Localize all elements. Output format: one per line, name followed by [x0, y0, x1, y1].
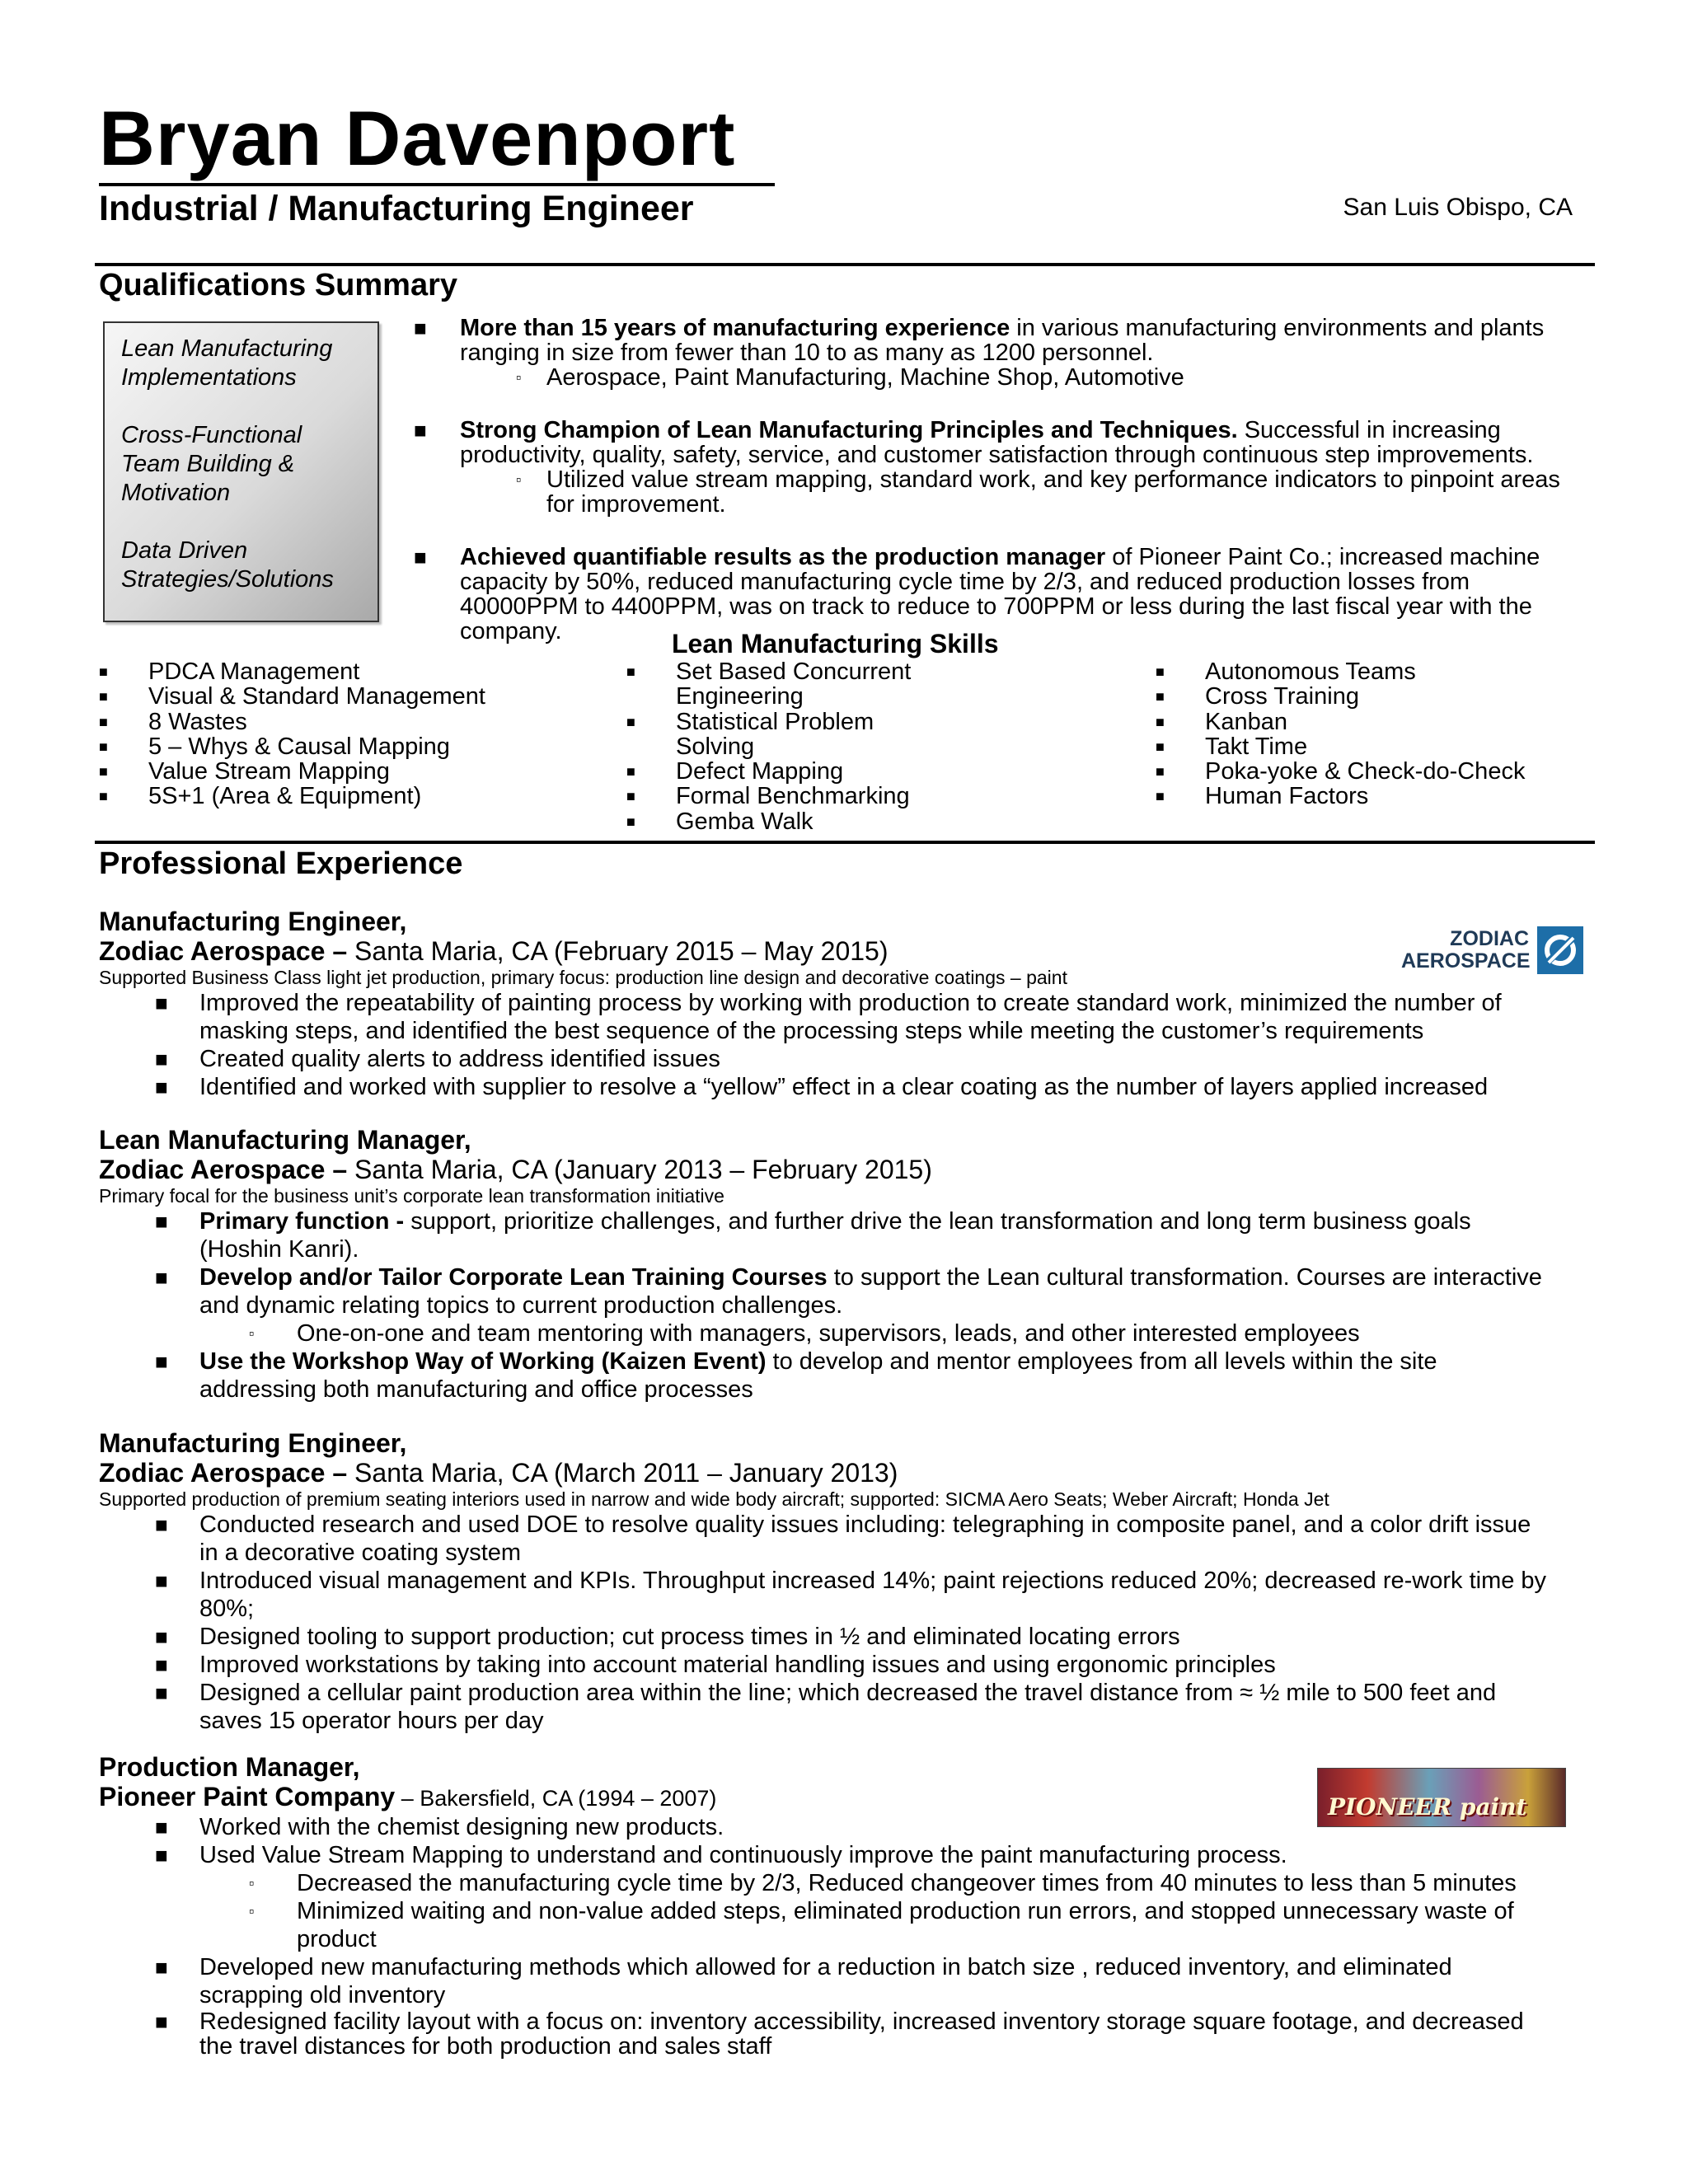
bullet-hollow-square-icon: ▫	[249, 1325, 255, 1342]
job-bullet	[99, 1045, 1550, 1073]
skill-item	[1156, 734, 1584, 759]
company-name: Pioneer Paint Company	[99, 1782, 396, 1811]
bullet-bold: Primary function -	[199, 1208, 405, 1235]
skill-item	[626, 659, 956, 710]
pioneer-logo-text: PIONEER paint	[1328, 1793, 1527, 1821]
bullet-square-icon: ■	[155, 1512, 168, 1537]
qualification-subitem	[460, 365, 1591, 390]
job-summary: Supported production of premium seating interiors used in narrow and wide body aircraft; supported: SICMA Aero Seats; Weber Aircraft; Honda Jet	[99, 1488, 1329, 1510]
skill-item	[99, 710, 593, 734]
job-entry	[99, 1125, 1599, 1404]
subbullet-text: One-on-one and team mentoring with managers, supervisors, leads, and other interested employees	[297, 1320, 1360, 1347]
job-entry	[99, 907, 1599, 1101]
subbullet-text: Minimized waiting and non-value added steps, eliminated production run errors, and stopped unnecessary waste of product	[297, 1898, 1514, 1952]
skill-label: Defect Mapping	[676, 758, 844, 785]
skill-label: Set Based Concurrent Engineering	[676, 658, 912, 710]
bullet-square-icon: ■	[155, 1652, 168, 1677]
qualification-text: in various manufacturing environments and plants ranging in size from fewer than 10 to as many as 1200 personnel.	[460, 315, 1545, 366]
skill-item	[99, 659, 593, 684]
skill-item	[1156, 784, 1584, 808]
bullet-square-icon: ■	[1156, 713, 1165, 730]
job-company-line	[99, 1458, 1599, 1488]
bullet-square-icon: ■	[155, 1075, 168, 1099]
qualification-text: of Pioneer Paint Co.; increased machine capacity by 50%, reduced manufacturing cycle time by 2/3, and reduced production losses from 40000PPM to 4400PPM, was on track to reduce to 700PPM or less during the last fiscal year with the company.	[460, 544, 1540, 644]
job-bullet	[99, 1073, 1550, 1101]
bullet-text: Designed tooling to support production; cut process times in ½ and eliminated locating errors	[199, 1624, 1180, 1650]
highlights-box	[103, 321, 379, 622]
skill-label: 8 Wastes	[148, 708, 247, 735]
skill-item	[626, 710, 956, 760]
bullet-text: Developed new manufacturing methods which allowed for a reduction in batch size , reduced inventory, and eliminated scrapping old inventory	[199, 1954, 1452, 2008]
bullet-square-icon: ■	[155, 1265, 168, 1290]
bullet-square-icon: ■	[414, 316, 427, 340]
bullet-square-icon: ■	[155, 1349, 168, 1374]
location-dates: Santa Maria, CA (February 2015 – May 2015)	[347, 936, 889, 966]
skill-label: Cross Training	[1205, 683, 1359, 710]
company-name: Zodiac Aerospace –	[99, 936, 348, 966]
bullet-square-icon: ■	[99, 663, 108, 680]
skill-item	[99, 734, 593, 759]
job-entry	[99, 1752, 1599, 2059]
bullet-text: Worked with the chemist designing new products.	[199, 1814, 724, 1840]
bullet-square-icon: ■	[1156, 738, 1165, 755]
bullet-text: to support the Lean cultural transformation. Courses are interactive and dynamic relating topics to current production challenges.	[199, 1264, 1542, 1319]
skill-item	[626, 759, 956, 784]
bullet-text: Improved the repeatability of painting process by working with production to create standard work, minimized the number of masking steps, and identified the best sequence of the processing steps while meeting the customer’s requirements	[199, 990, 1502, 1044]
bullet-square-icon: ■	[155, 2009, 168, 2034]
skill-item	[1156, 659, 1584, 684]
company-name: Zodiac Aerospace –	[99, 1155, 348, 1184]
job-role: Production Manager,	[99, 1752, 360, 1782]
skill-label: 5S+1 (Area & Equipment)	[148, 783, 422, 810]
bullet-square-icon: ■	[155, 991, 168, 1015]
skill-item	[99, 759, 593, 784]
job-bullet	[99, 1347, 1550, 1404]
highlight-item: Data Driven Strategies/Solutions	[121, 537, 334, 593]
company-name: Zodiac Aerospace –	[99, 1458, 348, 1488]
location-dates: Santa Maria, CA (January 2013 – February 2015)	[347, 1155, 932, 1184]
skill-label: Visual & Standard Management	[148, 683, 485, 710]
bullet-text: support, prioritize challenges, and further drive the lean transformation and long term business goals (Hoshin Kanri).	[199, 1208, 1471, 1263]
job-bullet	[99, 989, 1550, 1045]
skills-column-1	[99, 659, 593, 809]
skill-label: 5 – Whys & Causal Mapping	[148, 733, 450, 760]
bullet-text: Improved workstations by taking into account material handling issues and using ergonomic principles	[199, 1652, 1276, 1678]
bullet-square-icon: ■	[1156, 688, 1165, 705]
job-bullet	[99, 1623, 1550, 1651]
skill-item	[1156, 710, 1584, 734]
bullet-text: Created quality alerts to address identified issues	[199, 1046, 720, 1072]
bullet-square-icon: ■	[414, 418, 427, 443]
skill-label: Takt Time	[1205, 733, 1308, 760]
highlight-item: Cross-Functional Team Building & Motivation	[121, 422, 302, 506]
job-subbullet	[99, 1897, 1574, 1953]
candidate-name: Bryan Davenport	[99, 97, 775, 186]
qualification-text: Successful in increasing productivity, quality, safety, service, and customer satisfaction through continuous step improvements.	[460, 417, 1534, 468]
location-dates: Santa Maria, CA (March 2011 – January 2013)	[347, 1458, 898, 1488]
skill-item	[1156, 684, 1584, 709]
bullet-square-icon: ■	[1156, 788, 1165, 805]
bullet-text: Designed a cellular paint production area within the line; which decreased the travel distance from ≈ ½ mile to 500 feet and saves 15 operator hours per day	[199, 1680, 1497, 1734]
job-bullet	[99, 1207, 1550, 1263]
qualification-bold: More than 15 years of manufacturing experience	[460, 315, 1010, 341]
bullet-square-icon: ■	[99, 688, 108, 705]
bullet-square-icon: ■	[1156, 663, 1165, 680]
job-bullet	[99, 1679, 1550, 1735]
skill-label: Human Factors	[1205, 783, 1369, 810]
experience-heading: Professional Experience	[99, 846, 463, 881]
bullet-text: Introduced visual management and KPIs. Throughput increased 14%; paint rejections reduced 20%; decreased re-work time by 80%;	[199, 1568, 1547, 1622]
qualification-subitem	[460, 467, 1591, 517]
bullet-hollow-square-icon: ▫	[516, 471, 522, 488]
job-company-line	[99, 1782, 1599, 1813]
location-dates: – Bakersfield, CA (1994 – 2007)	[395, 1786, 717, 1811]
qualification-item	[404, 316, 1591, 390]
bullet-hollow-square-icon: ▫	[249, 1875, 255, 1891]
skills-column-3	[1156, 659, 1584, 809]
bullet-square-icon: ■	[155, 1955, 168, 1980]
skill-label: Kanban	[1205, 708, 1287, 735]
job-role: Lean Manufacturing Manager,	[99, 1125, 471, 1155]
bullet-square-icon: ■	[155, 1568, 168, 1593]
job-bullet	[99, 2009, 1550, 2059]
bullet-text: Used Value Stream Mapping to understand and continuously improve the paint manufacturing process.	[199, 1842, 1287, 1868]
bullet-square-icon: ■	[99, 713, 108, 730]
bullet-square-icon: ■	[155, 1815, 168, 1840]
zodiac-logo-text: ZODIAC AEROSPACE	[1401, 927, 1531, 972]
job-bullet	[99, 1651, 1550, 1679]
qualification-bold: Strong Champion of Lean Manufacturing Principles and Techniques.	[460, 417, 1238, 443]
qualification-subtext: Utilized value stream mapping, standard work, and key performance indicators to pinpoint areas for improvement.	[546, 466, 1560, 518]
skill-label: Formal Benchmarking	[676, 783, 910, 810]
bullet-square-icon: ■	[155, 1624, 168, 1649]
skill-item	[99, 784, 593, 808]
job-title: Industrial / Manufacturing Engineer	[99, 189, 694, 228]
bullet-square-icon: ■	[626, 763, 635, 780]
bullet-square-icon: ■	[155, 1680, 168, 1705]
job-bullet	[99, 1567, 1550, 1623]
skill-label: Gemba Walk	[676, 808, 814, 835]
bullet-text: to develop and mentor employees from all levels within the site addressing both manufacturing and office processes	[199, 1348, 1437, 1403]
bullet-square-icon: ■	[99, 738, 108, 755]
job-role: Manufacturing Engineer,	[99, 1428, 407, 1458]
bullet-hollow-square-icon: ▫	[516, 369, 522, 386]
job-bullet	[99, 1813, 1550, 1841]
qualification-bold: Achieved quantifiable results as the production manager	[460, 544, 1106, 570]
bullet-text: Identified and worked with supplier to resolve a “yellow” effect in a clear coating as the number of layers applied increased	[199, 1074, 1489, 1100]
job-bullet	[99, 1263, 1550, 1319]
skill-label: Statistical Problem Solving	[676, 708, 874, 760]
skill-label: Value Stream Mapping	[148, 758, 390, 785]
section-divider	[95, 841, 1595, 844]
bullet-square-icon: ■	[99, 763, 108, 780]
bullet-square-icon: ■	[626, 713, 635, 730]
job-subbullet	[99, 1319, 1574, 1347]
job-entry	[99, 1428, 1599, 1735]
skill-label: Autonomous Teams	[1205, 658, 1416, 685]
skill-label: Poka-yoke & Check-do-Check	[1205, 758, 1526, 785]
job-company-line	[99, 936, 1599, 966]
bullet-text: Redesigned facility layout with a focus on: inventory accessibility, increased inventory storage square footage, and decreased the travel distances for both production and sales staff	[199, 2008, 1524, 2060]
skill-label: PDCA Management	[148, 658, 360, 685]
job-role: Manufacturing Engineer,	[99, 907, 407, 936]
skill-item	[1156, 759, 1584, 784]
job-bullet	[99, 1841, 1550, 1869]
job-bullet	[99, 1511, 1550, 1567]
skill-item	[626, 784, 956, 808]
bullet-square-icon: ■	[1156, 763, 1165, 780]
qualifications-list	[404, 316, 1591, 672]
job-subbullet	[99, 1869, 1574, 1897]
bullet-text: Conducted research and used DOE to resolve quality issues including: telegraphing in composite panel, and a color drift issue in a decorative coating system	[199, 1511, 1531, 1566]
job-summary: Supported Business Class light jet production, primary focus: production line design and decorative coatings – paint	[99, 967, 1067, 988]
bullet-square-icon: ■	[414, 545, 427, 569]
bullet-bold: Develop and/or Tailor Corporate Lean Training Courses	[199, 1264, 828, 1291]
location: San Luis Obispo, CA	[1343, 194, 1573, 221]
highlight-item: Lean Manufacturing Implementations	[121, 335, 333, 391]
bullet-square-icon: ■	[155, 1047, 168, 1071]
bullet-square-icon: ■	[155, 1209, 168, 1234]
bullet-square-icon: ■	[626, 663, 635, 680]
bullet-square-icon: ■	[155, 1843, 168, 1868]
qualifications-heading: Qualifications Summary	[99, 268, 458, 302]
skills-column-2	[626, 659, 956, 834]
bullet-square-icon: ■	[626, 813, 635, 830]
job-company-line	[99, 1155, 1599, 1184]
bullet-square-icon: ■	[99, 788, 108, 805]
job-summary: Primary focal for the business unit’s corporate lean transformation initiative	[99, 1185, 724, 1207]
bullet-bold: Use the Workshop Way of Working (Kaizen Event)	[199, 1348, 767, 1375]
subbullet-text: Decreased the manufacturing cycle time by 2/3, Reduced changeover times from 40 minutes to less than 5 minutes	[297, 1870, 1517, 1896]
job-bullet	[99, 1953, 1550, 2009]
skills-heading: Lean Manufacturing Skills	[672, 629, 999, 658]
skill-item	[626, 809, 956, 834]
bullet-square-icon: ■	[626, 788, 635, 805]
qualification-item	[404, 418, 1591, 517]
skill-item	[99, 684, 593, 709]
qualification-subtext: Aerospace, Paint Manufacturing, Machine Shop, Automotive	[546, 364, 1184, 391]
bullet-hollow-square-icon: ▫	[249, 1903, 255, 1919]
